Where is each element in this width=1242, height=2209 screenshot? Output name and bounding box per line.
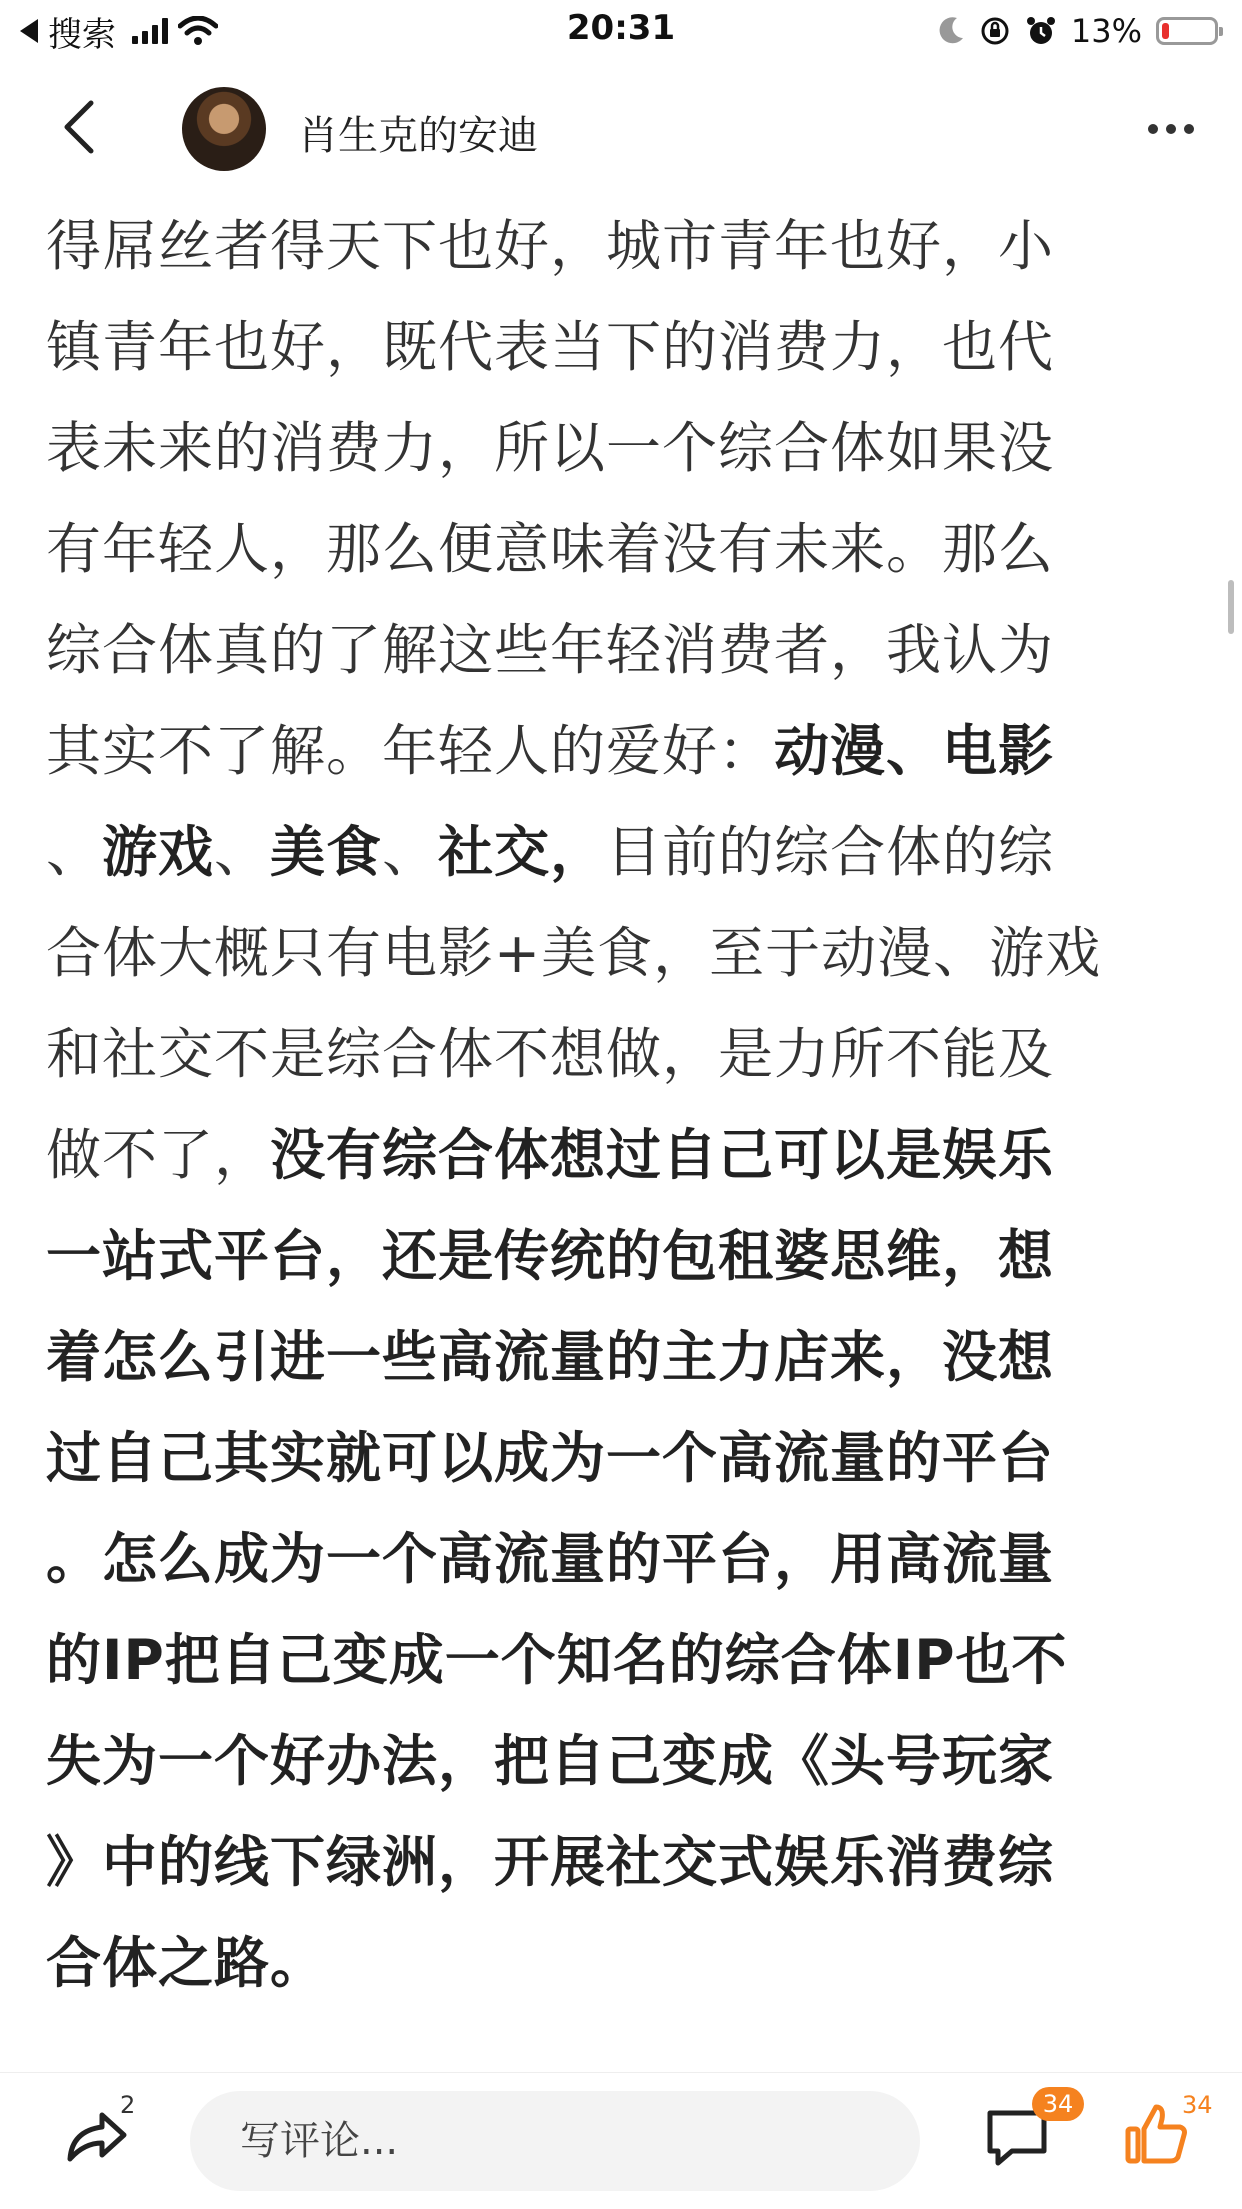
- article-line: [46, 1711, 1196, 1812]
- article-line: [46, 1509, 1196, 1610]
- article-text: 目前的综合体的综: [606, 820, 1055, 884]
- article-line: [46, 701, 1196, 802]
- article-line: [46, 1307, 1196, 1408]
- bottom-bar: [0, 2072, 1242, 2209]
- article-bold-text: 游戏: [102, 820, 215, 884]
- article-line: [46, 600, 1196, 701]
- article-bold-text: 着怎么引进一些高流量的主力店来，没想: [46, 1325, 1055, 1389]
- article-line: [46, 1913, 1196, 2014]
- comment-count-badge: 34: [1032, 2087, 1084, 2121]
- article-line: [46, 499, 1196, 600]
- like-count: 34: [1182, 2091, 1213, 2119]
- article-text: 得屌丝者得天下也好，城市青年也好，小: [46, 214, 1055, 278]
- article-text: 、: [382, 820, 439, 884]
- avatar[interactable]: [182, 87, 266, 171]
- moon-icon: [937, 16, 965, 46]
- article-bold-text: 的IP把自己变成一个知名的综合体IP也不: [46, 1628, 1068, 1692]
- article-bold-text: 合体之路。: [46, 1931, 327, 1995]
- article-line: [46, 297, 1196, 398]
- article-line: [46, 1812, 1196, 1913]
- article-body: [46, 196, 1196, 2014]
- article-bold-text: 一站式平台，还是传统的包租婆思维，想: [46, 1224, 1055, 1288]
- more-icon: [1148, 124, 1158, 134]
- article-bold-text: 美食: [270, 820, 383, 884]
- article-text: 、: [46, 820, 103, 884]
- thumbs-up-icon[interactable]: [1124, 2101, 1190, 2167]
- article-bold-text: 社交，: [438, 820, 607, 884]
- back-app-label: 搜索: [48, 14, 116, 55]
- article-bold-text: 失为一个好办法，把自己变成《头号玩家: [46, 1729, 1055, 1793]
- article-bold-text: 过自己其实就可以成为一个高流量的平台: [46, 1426, 1055, 1490]
- article-line: [46, 196, 1196, 297]
- battery-icon: [1156, 17, 1218, 45]
- article-line: [46, 398, 1196, 499]
- article-bold-text: 动漫、电影: [774, 719, 1055, 783]
- back-button[interactable]: [44, 92, 114, 162]
- article-line: [46, 1105, 1196, 1206]
- rotation-lock-icon: [979, 15, 1011, 47]
- article-text: 表未来的消费力，所以一个综合体如果没: [46, 416, 1055, 480]
- article-bold-text: 没有综合体想过自己可以是娱乐: [270, 1123, 1055, 1187]
- article-text: 镇青年也好，既代表当下的消费力，也代: [46, 315, 1055, 379]
- alarm-icon: [1025, 15, 1057, 47]
- article-line: [46, 1610, 1196, 1711]
- article-line: [46, 903, 1196, 1004]
- author-name[interactable]: 肖生克的安迪: [298, 113, 538, 159]
- battery-fill: [1162, 23, 1169, 39]
- clock: 20:31: [566, 8, 676, 48]
- share-count: 2: [120, 2091, 136, 2119]
- status-bar: [0, 0, 1242, 62]
- more-button[interactable]: [1148, 104, 1194, 154]
- article-line: [46, 1004, 1196, 1105]
- nav-bar: [0, 62, 1242, 192]
- chevron-left-icon: [59, 99, 99, 155]
- article-text: 其实不了解。年轻人的爱好：: [46, 719, 775, 783]
- article-line: [46, 1408, 1196, 1509]
- article-text: 、: [214, 820, 271, 884]
- article-line: [46, 802, 1196, 903]
- article-text: 综合体真的了解这些年轻消费者，我认为: [46, 618, 1055, 682]
- article-text: 做不了，: [46, 1123, 271, 1187]
- comment-input[interactable]: [190, 2091, 920, 2191]
- status-icons: [937, 6, 1218, 56]
- battery-percent: 13%: [1070, 12, 1142, 50]
- article-text: 和社交不是综合体不想做，是力所不能及: [46, 1022, 1055, 1086]
- article-bold-text: 。怎么成为一个高流量的平台，用高流量: [46, 1527, 1055, 1591]
- article-text: 合体大概只有电影+美食，至于动漫、游戏: [46, 921, 1102, 985]
- article-bold-text: 》中的线下绿洲，开展社交式娱乐消费综: [46, 1830, 1055, 1894]
- article-text: 有年轻人，那么便意味着没有未来。那么: [46, 517, 1055, 581]
- article-line: [46, 1206, 1196, 1307]
- scrollbar-thumb[interactable]: [1228, 580, 1234, 634]
